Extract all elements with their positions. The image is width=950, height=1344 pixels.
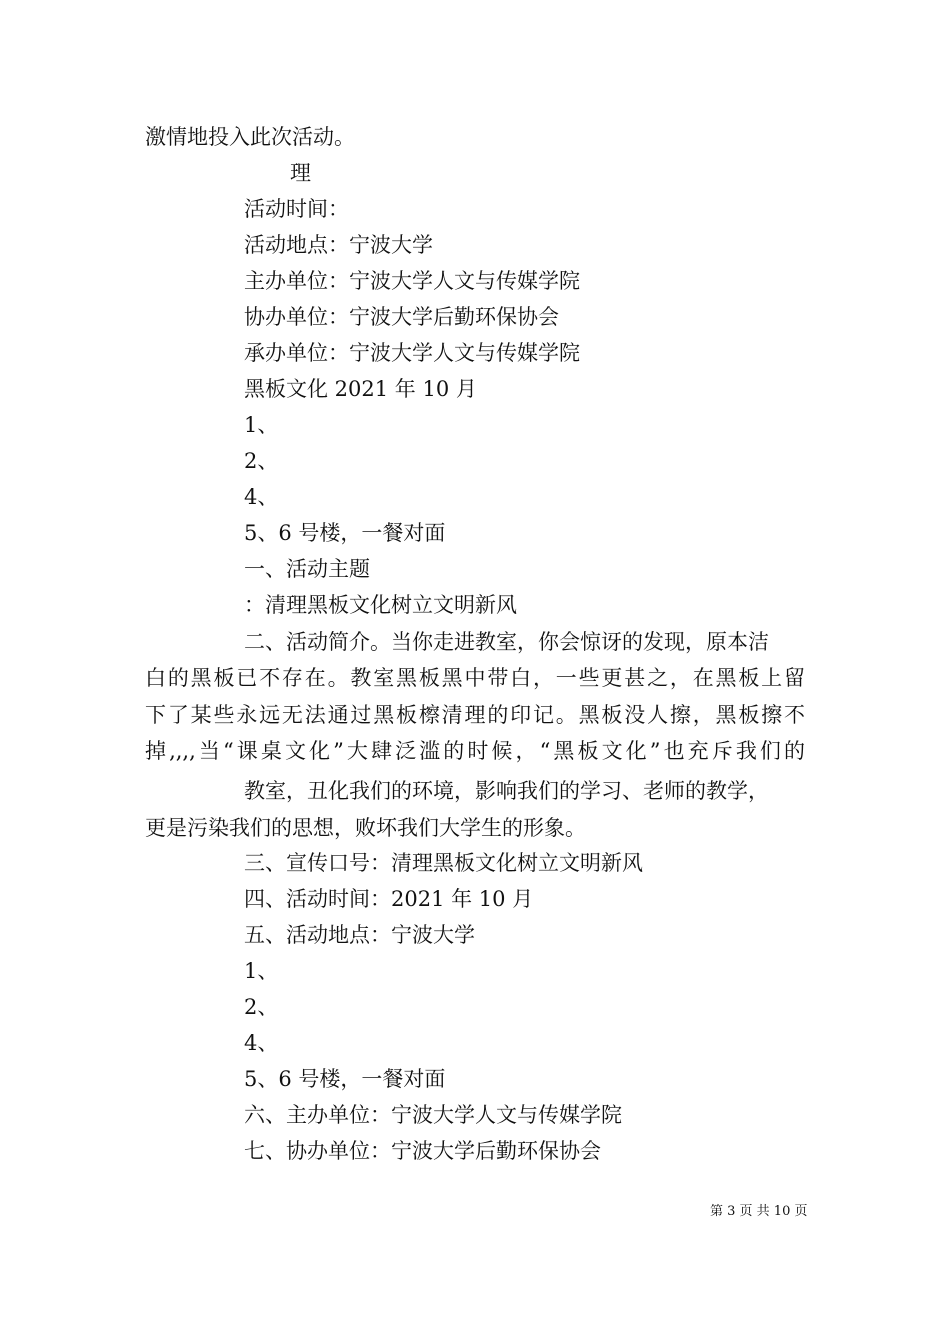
text-line: 1、	[244, 959, 279, 983]
paragraph-line: 教室，丑化我们的环境，影响我们的学习、老师的教学，	[244, 779, 769, 803]
paragraph-line: 掉,,,,当“课桌文化”大肆泛滥的时候，“黑板文化”也充斥我们的	[145, 739, 805, 763]
paragraph-line: 二、活动简介。当你走进教室，你会惊讶的发现，原本洁	[244, 630, 769, 654]
text-line: 4、	[244, 485, 279, 509]
text-line: 5、6 号楼，一餐对面	[244, 521, 446, 545]
text-line: 4、	[244, 1031, 279, 1055]
text-line: 五、活动地点：宁波大学	[244, 923, 475, 947]
paragraph-line: 更是污染我们的思想，败坏我们大学生的形象。	[145, 816, 586, 840]
text-line: 协办单位：宁波大学后勤环保协会	[244, 305, 559, 329]
text-line: 七、协办单位：宁波大学后勤环保协会	[244, 1139, 601, 1163]
text-line: 1、	[244, 413, 279, 437]
text-line: 5、6 号楼，一餐对面	[244, 1067, 446, 1091]
text-line: 2、	[244, 995, 279, 1019]
text-line: 六、主办单位：宁波大学人文与传媒学院	[244, 1103, 622, 1127]
text-line: 2、	[244, 449, 279, 473]
text-line: 黑板文化 2021 年 10 月	[244, 377, 477, 401]
text-line: 主办单位：宁波大学人文与传媒学院	[244, 269, 580, 293]
text-line: 承办单位：宁波大学人文与传媒学院	[244, 341, 580, 365]
text-line: 四、活动时间：2021 年 10 月	[244, 887, 534, 911]
paragraph-line: 白的黑板已不存在。教室黑板黑中带白，一些更甚之，在黑板上留	[145, 666, 805, 690]
paragraph-line: 下了某些永远无法通过黑板檫清理的印记。黑板没人擦，黑板擦不	[145, 703, 805, 727]
text-line: 活动地点：宁波大学	[244, 233, 433, 257]
text-line: 理	[290, 161, 311, 185]
text-line: 激情地投入此次活动。	[145, 125, 355, 149]
section-heading: 一、活动主题	[244, 557, 370, 581]
text-line: 活动时间：	[244, 197, 349, 221]
page-footer: 第 3 页 共 10 页	[710, 1204, 808, 1219]
text-line: 三、宣传口号：清理黑板文化树立文明新风	[244, 851, 643, 875]
text-line: ：清理黑板文化树立文明新风	[244, 593, 517, 617]
